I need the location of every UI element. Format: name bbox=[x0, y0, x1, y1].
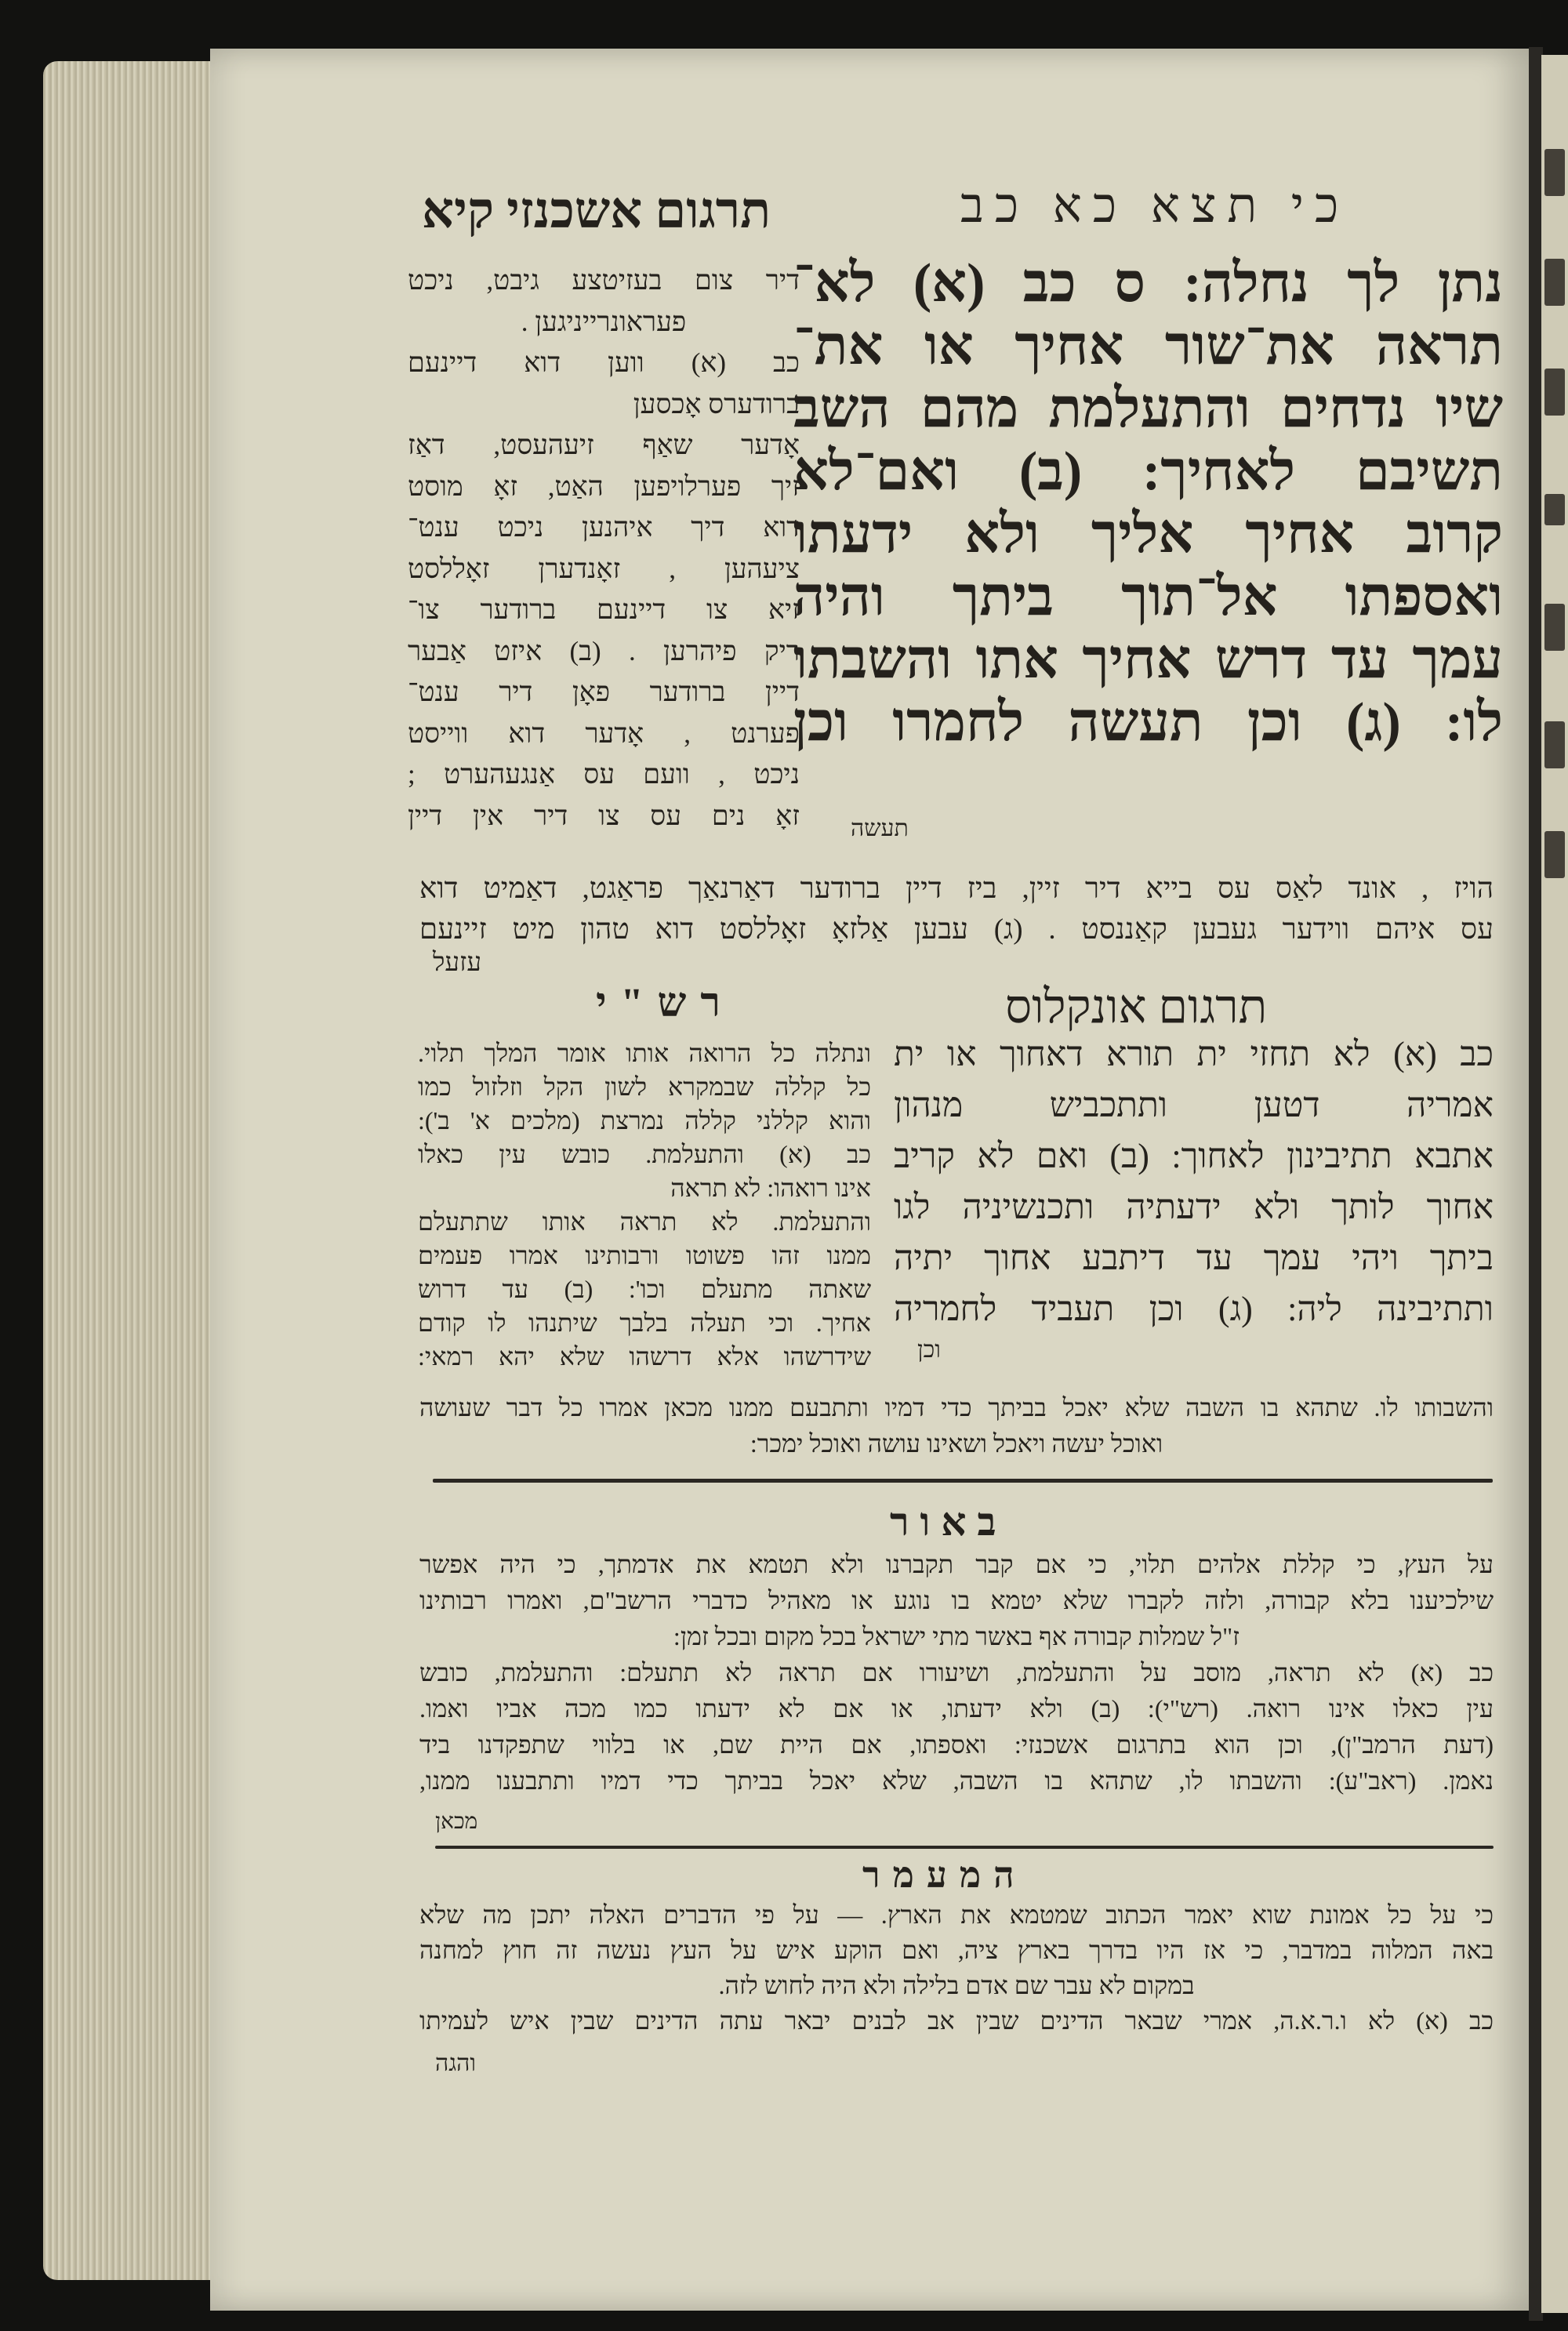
text-line: תשיבם לאחיך: (ב) ואם־לא bbox=[793, 441, 1503, 502]
hameammer-text bbox=[419, 1897, 1494, 2039]
text-line: דיר צום בעזיטצע גיבט, ניכט bbox=[408, 265, 800, 296]
text-line: ביתך ויהי עמך עד דיתבע אחוך יתיה bbox=[894, 1239, 1494, 1277]
rashi-text bbox=[418, 1037, 871, 1374]
onkelos-text bbox=[894, 1029, 1494, 1334]
facing-page-edge bbox=[1541, 55, 1568, 2313]
biur-text bbox=[419, 1546, 1494, 1799]
onkelos-catchword: וכן bbox=[917, 1337, 941, 1363]
text-line: ואוכל יעשה ויאכל ושאינו עושה ואוכל ימכר: bbox=[750, 1429, 1163, 1458]
text-line: שאתה מתעלם וכו': (ב) עד דרוש bbox=[418, 1275, 871, 1303]
text-line: זאָ נים עס צו דיר אין דיין bbox=[408, 800, 800, 831]
text-line: נאמן. (ראב"ע): והשבתו לו, שתהא בו השבה, שלא יאכל בביתך כדי דמיו ותתבענו ממנו, bbox=[419, 1766, 1494, 1795]
text-line: אָדער שאַף זיעהעסט, דאַז bbox=[408, 430, 800, 460]
biur-heading: באור bbox=[890, 1500, 1007, 1544]
running-head-left: תרגום אשכנזי קיא bbox=[422, 183, 771, 238]
text-line: שידרשהו אלא דרשהו שלא יהא רמאי: bbox=[418, 1342, 871, 1371]
torah-text bbox=[793, 252, 1503, 754]
text-line: זיא צו דיינעם ברודער צו־ bbox=[408, 594, 800, 625]
german-translation-continued bbox=[419, 869, 1494, 950]
text-line: פעראונרייניגען . bbox=[521, 306, 687, 337]
text-line: ניכט , וועם עס אַנגעהערט ; bbox=[408, 759, 800, 790]
rashi-heading: רש"י bbox=[596, 981, 735, 1026]
text-line: כל קללה שבמקרא לשון הקל וזלזול כמו bbox=[418, 1073, 871, 1101]
text-line: אמריה דטען ותתכביש מנהון bbox=[894, 1086, 1494, 1124]
text-line: כב (א) לא תראה, מוסב על והתעלמת, ושיעורו אם תראה לא תתעלם: והתעלמת, כובש bbox=[419, 1658, 1494, 1687]
text-line: והשבותו לו. שתהא בו השבה שלא יאכל בביתך כדי דמיו ותתבעם ממנו מכאן אמרו כל דבר שעושה bbox=[419, 1393, 1494, 1421]
book-page-edges bbox=[43, 61, 220, 2280]
text-line: שיו נדחים והתעלמת מהם השב bbox=[793, 379, 1503, 439]
text-line: במקום לא עבר שם אדם בלילה ולא היה לחוש לזה. bbox=[718, 1971, 1195, 1999]
text-line: כב (א) לא תחזי ית תורא דאחוך או ית bbox=[894, 1035, 1494, 1073]
german-translation bbox=[408, 260, 800, 837]
text-line: ותתיבינה ליה: (ג) וכן תעביד לחמריה bbox=[894, 1290, 1494, 1328]
text-line: כי על כל אמונת שוא יאמר הכתוב שמטמא את הארץ. — על פי הדברים האלה יתכן מה שלא bbox=[419, 1901, 1494, 1929]
text-line: באה המלוה במדבר, כי אז היו בדרך בארץ ציה, ואם הוקע איש על העץ נעשה זה חוץ למחנה bbox=[419, 1936, 1494, 1964]
text-line: ונתלה כל הרואה אותו אומר המלך תלוי. bbox=[418, 1039, 871, 1067]
rashi-text-continued bbox=[419, 1389, 1494, 1461]
text-line: ממנו זהו פשוטו ורבותינו אמרו פעמים bbox=[418, 1241, 871, 1269]
text-line: שילכיענו בלא קבורה, ולזה לקברו שלא יטמא בו נוגע או מאהיל כדברי הרשב"ם, ואמרו רבותינו bbox=[419, 1586, 1494, 1614]
text-line: נתן לך נחלה: ס כב (א) לא־ bbox=[793, 253, 1503, 314]
german-catchword: עזעל bbox=[433, 949, 481, 977]
text-line: הויז , אונד לאַס עס בייא דיר זיין, ביז דיין ברודער דאַרנאַך פראַגט, דאַמיט דוא bbox=[419, 873, 1494, 905]
text-line: ריק פיהרען . (ב) איזט אַבער bbox=[408, 635, 800, 666]
hameammer-catchword: והגה bbox=[435, 2050, 477, 2076]
hameammer-heading: המעמר bbox=[862, 1855, 1027, 1895]
running-head-right: כי תצא כא כב bbox=[960, 180, 1350, 233]
text-line: אחיך. וכי תעלה בלבך שיתנהו לו קודם bbox=[418, 1309, 871, 1337]
text-line: כב (א) ווען דוא דיינעם bbox=[408, 347, 800, 378]
text-line: והתעלמת. לא תראה אותו שתתעלם bbox=[418, 1207, 871, 1236]
text-line: לו: (ג) וכן תעשה לחמרו וכן bbox=[793, 692, 1503, 753]
text-line: כב (א) והתעלמת. כובש עין כאלו bbox=[418, 1140, 871, 1168]
text-line: ציעהען , זאָנדערן זאָללסט bbox=[408, 553, 800, 584]
text-line: אינו רואהו: לא תראה bbox=[670, 1174, 871, 1202]
biur-catchword: מכאן bbox=[435, 1810, 478, 1834]
text-line: תראה את־שור אחיך או את־ bbox=[793, 316, 1503, 376]
text-line: זיך פערלויפען האַט, זאָ מוסט bbox=[408, 470, 800, 502]
text-line: אתבא תתיבינון לאחוך: (ב) ואם לא קריב bbox=[894, 1137, 1494, 1175]
text-line: והוא קללני קללה נמרצת (מלכים א' ב'): bbox=[418, 1106, 871, 1135]
text-line: עס איהם ווידער געבען קאַננסט . (ג) עבען אַלזאָ זאָללסט דוא טהון מיט זיינעם bbox=[419, 913, 1494, 946]
text-line: ברודערס אָכסען bbox=[633, 388, 800, 419]
onkelos-heading: תרגום אונקלוס bbox=[1005, 981, 1268, 1033]
text-line: ואספתו אל־תוך ביתך והיה bbox=[793, 567, 1503, 627]
section-divider-2 bbox=[435, 1846, 1494, 1849]
text-line: דוא דיך איהנען ניכט ענט־ bbox=[408, 512, 800, 543]
text-line: על העץ, כי קללת אלהים תלוי, כי אם קבר תקברנו ולא תטמא את אדמתך, כי היה אפשר bbox=[419, 1550, 1494, 1578]
text-line: (דעת הרמב"ן), וכן הוא בתרגום אשכנזי: ואספתו, אם היית שם, או בלווי שתפקדנו ביד bbox=[419, 1730, 1494, 1759]
section-divider bbox=[433, 1479, 1493, 1483]
text-line: קרוב אחיך אליך ולא ידעתו bbox=[793, 504, 1503, 565]
text-line: פערנט , אָדער דוא ווייסט bbox=[408, 717, 800, 749]
text-line: אחוך לותך ולא ידעתיה ותכנשיניה לגו bbox=[894, 1188, 1494, 1226]
text-line: עמך עד דרש אחיך אתו והשבתו bbox=[793, 630, 1503, 690]
text-line: עין כאלו אינו רואה. (רש"י): (ב) ולא ידעתו, או אם לא ידעתו כמו מכה אביו ואמו. bbox=[419, 1694, 1494, 1723]
text-line: ז"ל שמלות קבורה אף באשר מתי ישראל בכל מקום ובכל זמן: bbox=[673, 1622, 1240, 1650]
text-line: דיין ברודער פאָן דיר ענט־ bbox=[408, 677, 800, 707]
text-line: כב (א) לא ו.ר.א.ה, אמרי שבאר הדינים שבין אב לבנים יבאר עתה הדינים שבין איש לעמיתו bbox=[419, 2006, 1494, 2035]
torah-catchword: תעשה bbox=[851, 815, 909, 841]
